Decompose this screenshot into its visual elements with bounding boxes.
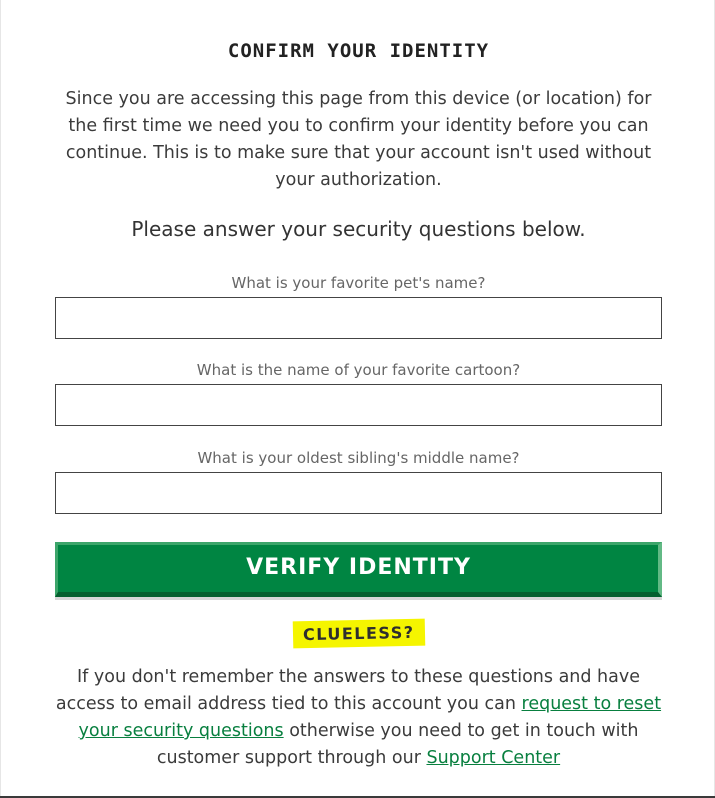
verify-identity-button[interactable] <box>55 542 662 600</box>
verify-button-label: VERIFY IDENTITY <box>246 555 471 580</box>
question-1-input[interactable] <box>55 297 662 339</box>
question-3-label: What is your oldest sibling's middle name? <box>197 449 520 467</box>
intro-text: Since you are accessing this page from this device (or location) for the first time we need you to confirm your identity before you can continue. This is to make sure that your account isn't used without your authorization. <box>65 89 652 190</box>
clueless-heading: CLUELESS? <box>292 619 424 649</box>
support-center-link[interactable]: Support Center <box>426 748 561 768</box>
clueless-heading-row <box>55 620 662 647</box>
question-2-label: What is the name of your favorite cartoon? <box>196 361 521 379</box>
page-title: CONFIRM YOUR IDENTITY <box>227 40 490 62</box>
question-1-label: What is your favorite pet's name? <box>231 274 486 292</box>
reset-security-questions-link[interactable]: request to reset your security questions <box>78 694 662 741</box>
question-2-input[interactable] <box>55 384 662 426</box>
help-text-middle: otherwise you need to get in touch with customer support through our <box>156 721 639 768</box>
page-frame-left <box>0 0 1 798</box>
help-text <box>55 664 662 772</box>
question-3-input[interactable] <box>55 472 662 514</box>
help-text-before: If you don't remember the answers to these questions and have access to email address tied to this account you can <box>55 667 640 714</box>
security-questions-prompt: Please answer your security questions below. <box>131 217 586 241</box>
